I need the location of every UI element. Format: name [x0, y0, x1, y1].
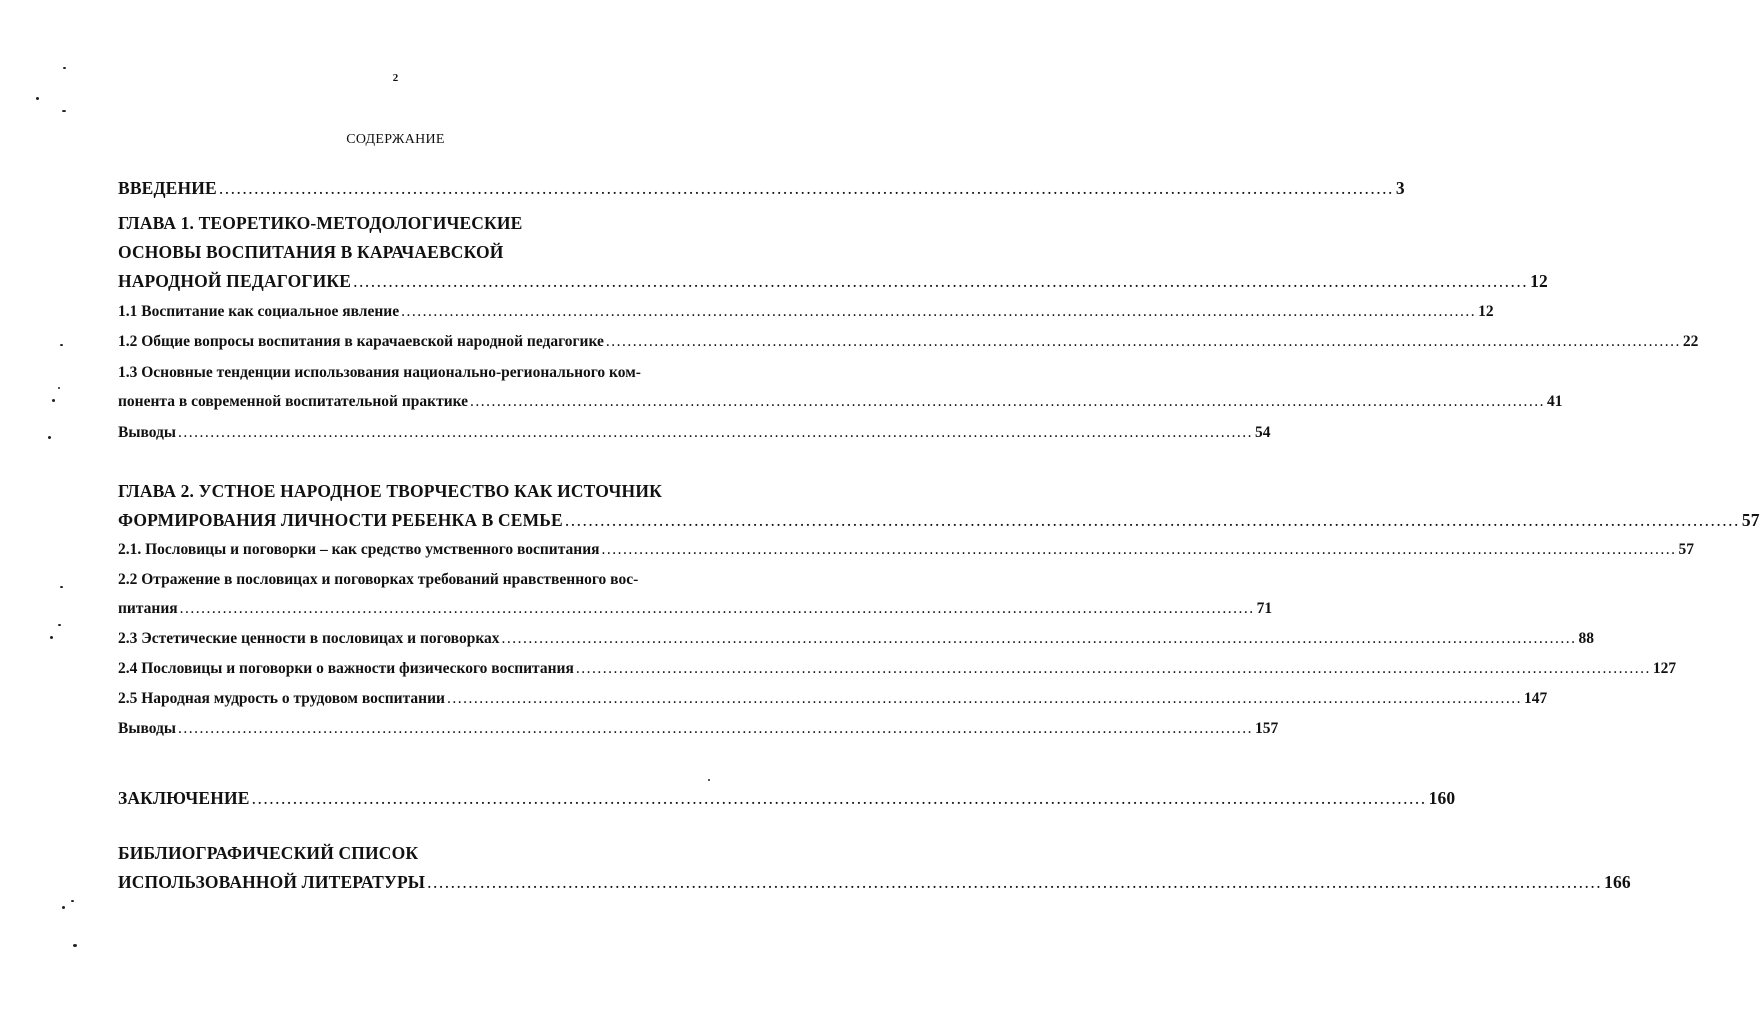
scan-speck	[60, 344, 63, 346]
toc-entry-page: 166	[1604, 872, 1631, 892]
chapter-1-heading-line-1: ГЛАВА 1. ТЕОРЕТИКО-МЕТОДОЛОГИЧЕСКИЕ	[118, 213, 523, 233]
toc-entry-page: 57	[1678, 541, 1695, 558]
toc-entry-page: 127	[1652, 660, 1677, 677]
toc-entry-text: 1.1 Воспитание как социальное явление	[118, 303, 400, 320]
scan-speck	[62, 110, 66, 112]
scan-speck	[48, 436, 51, 439]
toc-entry-intro	[118, 178, 1405, 199]
toc-entry-page: 12	[1530, 271, 1548, 291]
leader-dots: ........................................................................................................................................................................................................	[353, 271, 1529, 291]
toc-entry-page: 41	[1547, 393, 1563, 410]
toc-entry-2-2	[118, 600, 1273, 618]
leader-dots: ........................................................................................................................................................................................................	[501, 630, 1577, 647]
toc-entry-2-5	[118, 690, 1548, 708]
toc-entry-text: НАРОДНОЙ ПЕДАГОГИКЕ	[118, 271, 352, 291]
toc-entry-2-4	[118, 660, 1677, 678]
leader-dots: ........................................................................................................................................................................................................	[218, 178, 1394, 198]
leader-dots: ........................................................................................................................................................................................................	[251, 788, 1427, 808]
toc-entry-text: понента в современной воспитательной практике	[118, 393, 469, 410]
toc-entry-page: 157	[1254, 720, 1279, 737]
leader-dots: ........................................................................................................................................................................................................	[470, 393, 1546, 410]
toc-entry-text: 2.1. Пословицы и поговорки – как средство умственного воспитания	[118, 541, 600, 558]
toc-entry-page: 57	[1741, 510, 1760, 530]
scan-speck	[708, 779, 710, 781]
toc-entry-page: 54	[1254, 424, 1271, 441]
toc-entry-text: Выводы	[118, 720, 176, 737]
toc-entry-page: 22	[1682, 333, 1699, 350]
toc-entry-1-3-line-1: 1.3 Основные тенденции использования национально-регионального ком-	[118, 364, 641, 381]
scan-speck	[36, 97, 39, 100]
toc-entry-text: ВВЕДЕНИЕ	[118, 178, 217, 198]
toc-entry-page: 147	[1523, 690, 1548, 707]
toc-entry-text: ИСПОЛЬЗОВАННОЙ ЛИТЕРАТУРЫ	[118, 872, 426, 892]
toc-entry-page: 71	[1256, 600, 1273, 617]
toc-entry-1-2	[118, 333, 1699, 351]
leader-dots: ........................................................................................................................................................................................................	[179, 600, 1255, 617]
page-number: 2	[392, 72, 399, 84]
toc-entry-bibliography	[118, 872, 1631, 893]
leader-dots: ........................................................................................................................................................................................................	[177, 720, 1253, 737]
toc-entry-text: 2.4 Пословицы и поговорки о важности физического воспитания	[118, 660, 574, 677]
leader-dots: ........................................................................................................................................................................................................	[427, 872, 1603, 892]
scan-speck	[73, 944, 77, 947]
toc-entry-text: ЗАКЛЮЧЕНИЕ	[118, 788, 250, 808]
chapter-2-heading-line-1: ГЛАВА 2. УСТНОЕ НАРОДНОЕ ТВОРЧЕСТВО КАК ИСТОЧНИК	[118, 481, 662, 501]
leader-dots: ........................................................................................................................................................................................................	[601, 541, 1677, 558]
toc-entry-chapter-1	[118, 271, 1548, 292]
toc-title: СОДЕРЖАНИЕ	[346, 132, 445, 147]
scan-speck	[52, 399, 55, 402]
scan-speck	[63, 67, 66, 69]
bibliography-heading-line-1: БИБЛИОГРАФИЧЕСКИЙ СПИСОК	[118, 843, 419, 863]
toc-entry-chapter-2	[118, 510, 1760, 531]
toc-entry-ch2-conclusions	[118, 720, 1279, 738]
toc-entry-page: 88	[1578, 630, 1595, 647]
toc-entry-2-1	[118, 541, 1695, 559]
toc-entry-2-3	[118, 630, 1595, 648]
leader-dots: ........................................................................................................................................................................................................	[605, 333, 1681, 350]
scan-speck	[60, 586, 63, 588]
toc-entry-text: 1.2 Общие вопросы воспитания в карачаевской народной педагогике	[118, 333, 604, 350]
scan-speck	[58, 387, 60, 389]
scan-speck	[71, 900, 74, 902]
chapter-1-heading-line-2: ОСНОВЫ ВОСПИТАНИЯ В КАРАЧАЕВСКОЙ	[118, 242, 504, 262]
scan-speck	[50, 636, 53, 639]
toc-entry-1-3	[118, 393, 1563, 411]
leader-dots: ........................................................................................................................................................................................................	[446, 690, 1522, 707]
scan-speck	[58, 624, 61, 626]
toc-entry-text: ФОРМИРОВАНИЯ ЛИЧНОСТИ РЕБЕНКА В СЕМЬЕ	[118, 510, 563, 530]
toc-entry-2-2-line-1: 2.2 Отражение в пословицах и поговорках требований нравственного вос-	[118, 571, 639, 588]
toc-entry-ch1-conclusions	[118, 424, 1271, 442]
leader-dots: ........................................................................................................................................................................................................	[401, 303, 1477, 320]
toc-entry-page: 160	[1428, 788, 1456, 808]
leader-dots: ........................................................................................................................................................................................................	[177, 424, 1253, 441]
scan-speck	[62, 906, 65, 909]
toc-entry-1-1	[118, 303, 1494, 321]
toc-entry-text: питания	[118, 600, 178, 617]
toc-entry-conclusion	[118, 788, 1456, 809]
toc-entry-page: 12	[1478, 303, 1494, 320]
toc-entry-text: 2.3 Эстетические ценности в пословицах и поговорках	[118, 630, 500, 647]
toc-entry-text: Выводы	[118, 424, 176, 441]
leader-dots: ........................................................................................................................................................................................................	[564, 510, 1740, 530]
toc-entry-page: 3	[1395, 178, 1405, 198]
toc-entry-text: 2.5 Народная мудрость о трудовом воспитании	[118, 690, 445, 707]
leader-dots: ........................................................................................................................................................................................................	[575, 660, 1651, 677]
